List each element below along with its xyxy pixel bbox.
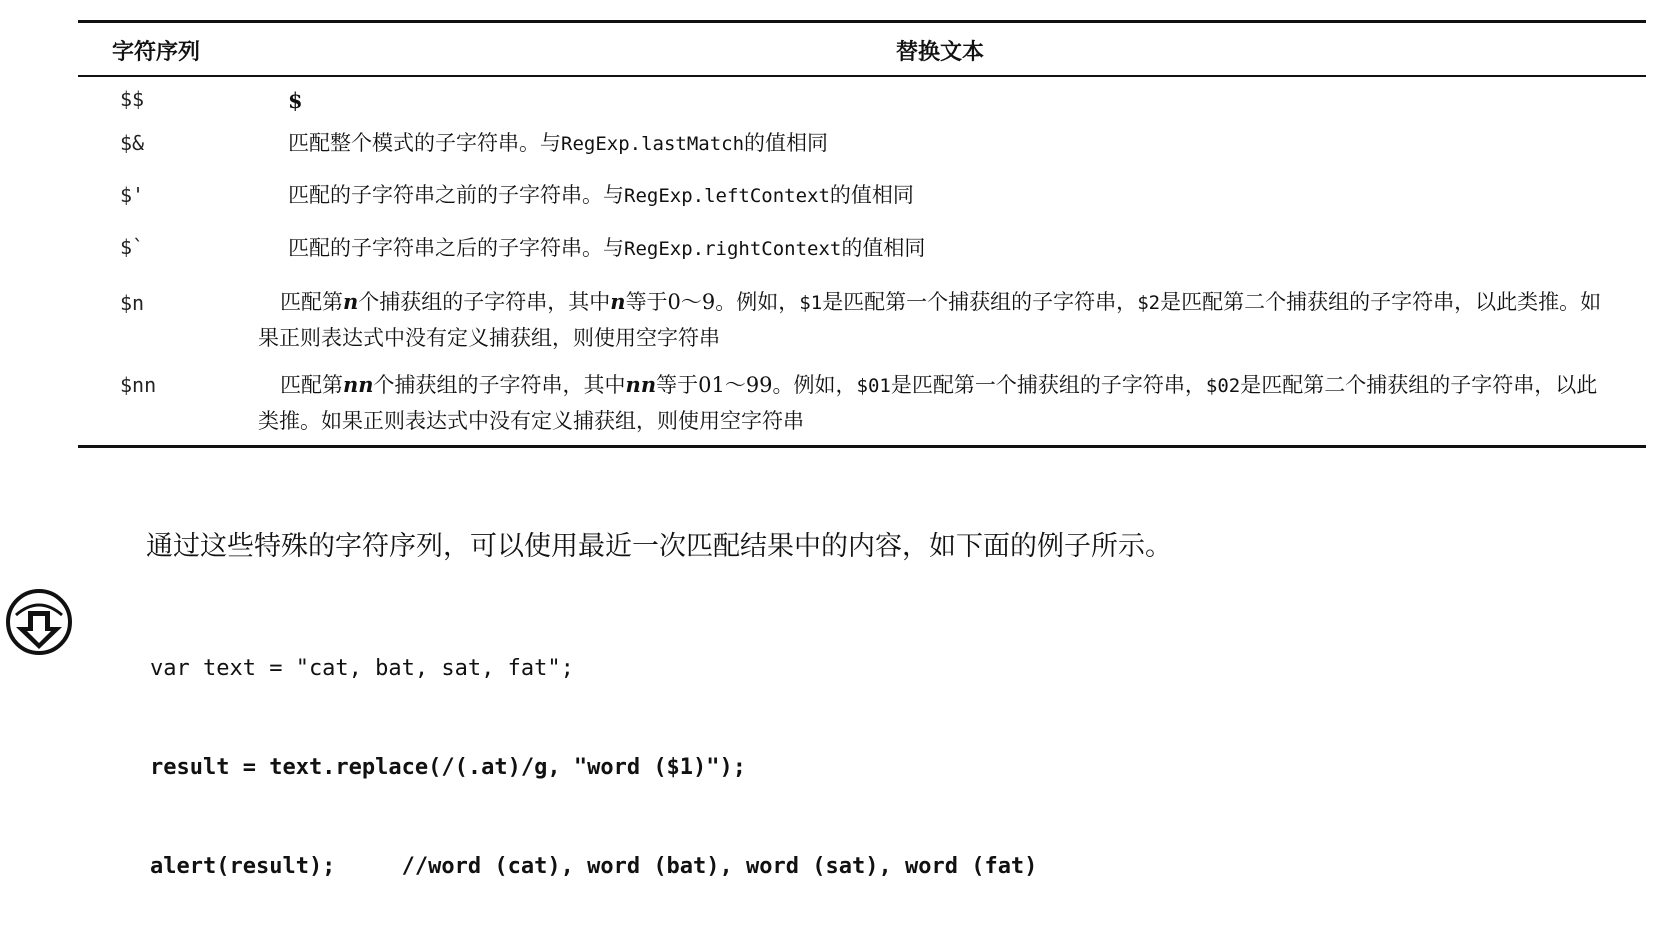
- desc-segment: 匹配的子字符串之后的子字符串。与: [288, 236, 624, 260]
- desc-segment: 是匹配第二个捕获组的子字符串，以此类推。如果正则表达式中没有定义捕获组，则使用空字符串: [258, 373, 1598, 433]
- code-line-1: var text = "cat, bat, sat, fat";: [150, 656, 574, 681]
- desc-segment: RegExp.rightContext: [624, 238, 842, 260]
- row-desc: [288, 83, 1616, 119]
- row-desc: [288, 231, 1616, 267]
- desc-segment: RegExp.leftContext: [624, 185, 830, 207]
- desc-segment: 等于01～99。例如，: [656, 373, 857, 397]
- desc-segment: RegExp.lastMatch: [561, 133, 745, 155]
- desc-segment: 匹配的子字符串之前的子字符串。与: [288, 183, 624, 207]
- desc-segment: $: [288, 88, 303, 113]
- header-replacement-text: 替换文本: [896, 40, 985, 65]
- table-row: [78, 225, 1646, 279]
- download-arrow-icon: [4, 587, 74, 657]
- code-line-3: alert(result); //word (cat), word (bat), word (sat), word (fat): [150, 854, 1038, 879]
- row-desc: [258, 284, 1616, 356]
- header-char-sequence: 字符序列: [112, 40, 201, 65]
- desc-segment: 的值相同: [841, 236, 926, 260]
- desc-segment: 是匹配第一个捕获组的子字符串，: [890, 373, 1206, 397]
- desc-segment: n: [343, 289, 359, 314]
- desc-segment: 是匹配第二个捕获组的子字符串，以此类推。如果正则表达式中没有定义捕获组，则使用空字符串: [258, 290, 1602, 350]
- table-header: [78, 23, 1646, 77]
- row-code: $`: [120, 235, 145, 259]
- table-row: [78, 121, 1646, 173]
- row-code: $n: [120, 291, 145, 315]
- code-line-2: result = text.replace(/(.at)/g, "word ($1)");: [150, 755, 747, 780]
- row-code: $$: [120, 87, 145, 111]
- desc-segment: 个捕获组的子字符串，其中: [358, 290, 611, 314]
- row-code: $nn: [120, 373, 157, 397]
- desc-segment: $01: [856, 375, 891, 397]
- table-row: [78, 279, 1646, 365]
- row-desc: [258, 367, 1616, 439]
- desc-segment: 的值相同: [829, 183, 914, 207]
- desc-segment: $1: [799, 292, 823, 314]
- desc-segment: 匹配第: [280, 373, 343, 397]
- desc-segment: nn: [343, 372, 374, 397]
- row-desc: [288, 126, 1616, 162]
- desc-segment: 的值相同: [744, 131, 829, 155]
- desc-segment: 是匹配第一个捕获组的子字符串，: [822, 290, 1138, 314]
- row-code: $&: [120, 131, 145, 155]
- desc-segment: n: [610, 289, 626, 314]
- table-row: [78, 173, 1646, 225]
- desc-segment: 匹配整个模式的子字符串。与: [288, 131, 561, 155]
- body-paragraph: 通过这些特殊的字符序列，可以使用最近一次匹配结果中的内容，如下面的例子所示。: [146, 531, 1172, 562]
- row-code: $': [120, 183, 145, 207]
- replacement-table: [78, 20, 1646, 448]
- desc-segment: $2: [1137, 292, 1161, 314]
- code-example: [150, 586, 1037, 949]
- row-desc: [288, 178, 1616, 214]
- desc-segment: 等于0～9。例如，: [625, 290, 800, 314]
- desc-segment: $02: [1205, 375, 1241, 397]
- table-row: [78, 77, 1646, 121]
- desc-segment: 个捕获组的子字符串，其中: [373, 373, 626, 397]
- desc-segment: 匹配第: [280, 290, 343, 314]
- desc-segment: nn: [625, 372, 657, 397]
- table-row: [78, 365, 1646, 445]
